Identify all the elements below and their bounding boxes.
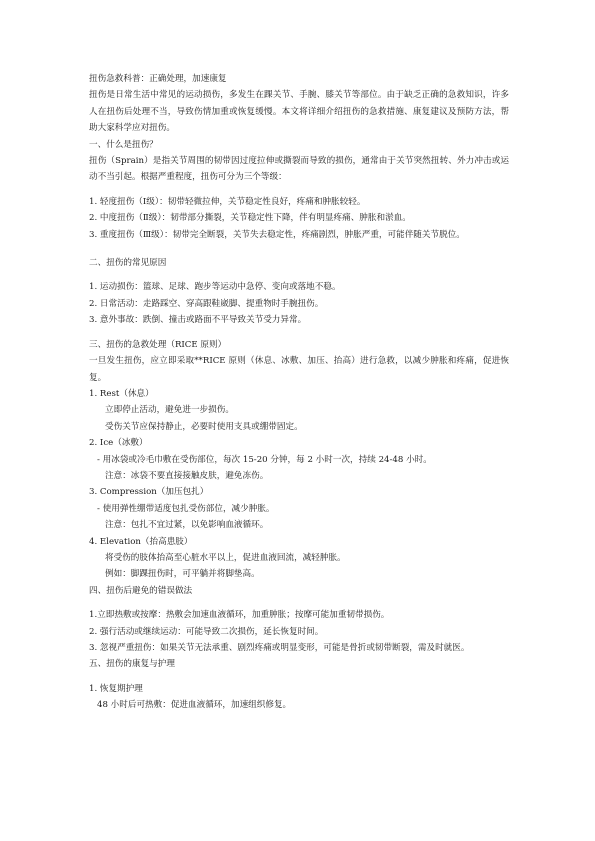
rice-rest-line: 受伤关节应保持静止，必要时使用支具或绷带固定。 <box>105 421 303 432</box>
section-1-description: 扭伤（Sprain）是指关节周围的韧带因过度拉伸或撕裂而导致的损伤，通常由于关节突然扭转、外力冲击或运动不当引起。根据严重程度，扭伤可分为三个等级： <box>89 156 509 183</box>
section-5-heading: 五、扭伤的康复与护理 <box>89 659 175 670</box>
mistake-item: 1.立即热敷或按摩：热敷会加速血液循环，加重肿胀；按摩可能加重韧带损伤。 <box>89 610 390 621</box>
recovery-subheading: 1. 恢复期护理 <box>89 683 143 694</box>
intro-paragraph: 扭伤是日常生活中常见的运动损伤，多发生在踝关节、手腕、膝关节等部位。由于缺乏正确的急救知识，许多人在扭伤后处理不当，导致伤情加重或恢复缓慢。本文将详细介绍扭伤的急救措施、康复建议及预防方法，帮助大家科学应对扭伤。 <box>89 90 509 134</box>
article-body <box>89 71 509 714</box>
section-3-heading: 三、扭伤的急救处理（RICE 原则） <box>89 339 227 350</box>
cause-item: 3. 意外事故：跌倒、撞击或路面不平导致关节受力异常。 <box>89 315 307 326</box>
section-1-heading: 一、什么是扭伤？ <box>89 139 158 150</box>
article-title: 扭伤急救科普：正确处理，加速康复 <box>89 74 227 84</box>
sprain-grade-item: 3. 重度扭伤（Ⅲ级）：韧带完全断裂，关节失去稳定性，疼痛剧烈，肿胀严重，可能伴随关节脱位。 <box>89 229 465 240</box>
rice-compression-title: 3. Compression（加压包扎） <box>89 487 209 498</box>
rice-elevation-example: 例如：脚踝扭伤时，可平躺并将脚垫高。 <box>105 569 260 580</box>
recovery-line: 48 小时后可热敷：促进血液循环，加速组织修复。 <box>97 700 292 711</box>
rice-elevation-line: 将受伤的肢体抬高至心脏水平以上，促进血液回流，减轻肿胀。 <box>105 552 346 563</box>
rice-rest-title: 1. Rest（休息） <box>89 388 154 399</box>
rice-ice-line: - 用冰袋或冷毛巾敷在受伤部位，每次 15-20 分钟，每 2 小时一次，持续 24-48 小时。 <box>97 454 432 465</box>
mistake-item: 3. 忽视严重扭伤：如果关节无法承重、剧烈疼痛或明显变形，可能是骨折或韧带断裂，需及时就医。 <box>89 643 470 653</box>
rice-ice-title: 2. Ice（冰敷） <box>89 438 148 449</box>
sprain-grade-item: 1. 轻度扭伤（Ⅰ级）：韧带轻微拉伸，关节稳定性良好，疼痛和肿胀较轻。 <box>89 196 366 207</box>
cause-item: 2. 日常活动：走路踩空、穿高跟鞋崴脚、提重物时手腕扭伤。 <box>89 298 324 309</box>
section-3-intro: 一旦发生扭伤，应立即采取**RICE 原则（休息、冰敷、加压、抬高）进行急救，以减少肿胀和疼痛，促进恢复。 <box>89 356 509 383</box>
rice-rest-line: 立即停止活动，避免进一步损伤。 <box>105 405 234 416</box>
section-2-heading: 二、扭伤的常见原因 <box>89 258 167 269</box>
rice-ice-note: 注意：冰袋不要直接接触皮肤，避免冻伤。 <box>105 470 269 481</box>
rice-compression-note: 注意：包扎不宜过紧，以免影响血液循环。 <box>105 520 269 531</box>
rice-elevation-title: 4. Elevation（抬高患肢） <box>89 536 193 547</box>
sprain-grade-item: 2. 中度扭伤（Ⅱ级）：韧带部分撕裂，关节稳定性下降，伴有明显疼痛、肿胀和淤血。 <box>89 213 411 224</box>
section-4-heading: 四、扭伤后避免的错误做法 <box>89 585 193 596</box>
mistake-item: 2. 强行活动或继续运动：可能导致二次损伤，延长恢复时间。 <box>89 626 324 637</box>
rice-compression-line: - 使用弹性绷带适度包扎受伤部位，减少肿胀。 <box>97 503 275 514</box>
cause-item: 1. 运动损伤：篮球、足球、跑步等运动中急停、变向或落地不稳。 <box>89 282 341 293</box>
